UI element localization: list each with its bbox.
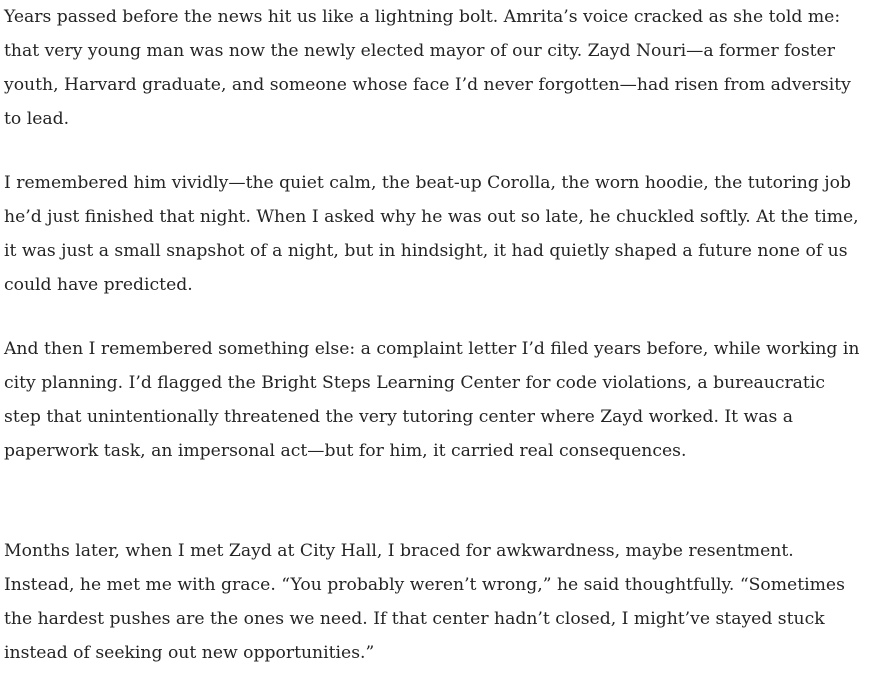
paragraph-mayor-news: Years passed before the news hit us like a lightning bolt. Amrita’s voice cracked as she told me: that very young man was now the newly elected mayor of our city. Zayd Nouri—a former foster youth, Harvard graduate, and someone whose face I’d never forgotten—had risen from adversity to lead. — [4, 7, 851, 129]
paragraph-complaint-letter: And then I remembered something else: a complaint letter I’d filed years before, while working in city planning. I’d flagged the Bright Steps Learning Center for code violations, a bureaucratic step that unintentionally threatened the very tutoring center where Zayd worked. It was a paperwork task, an impersonal act—but for him, it carried real consequences. — [4, 339, 860, 461]
paragraph-city-hall-meeting: Months later, when I met Zayd at City Hall, I braced for awkwardness, maybe resentment. Instead, he met me with grace. “You probably weren’t wrong,” he said thoughtfully. “Sometimes the hardest pushes are the ones we need. If that center hadn’t closed, I might’ve stayed stuck instead of seeking out new opportunities.” — [4, 541, 845, 663]
paragraph-remembered-him: I remembered him vividly—the quiet calm, the beat-up Corolla, the worn hoodie, the tutoring job he’d just finished that night. When I asked why he was out so late, he chuckled softly. At the time, it was just a small snapshot of a night, but in hindsight, it had quietly shaped a future none of us could have predicted. — [4, 173, 859, 295]
